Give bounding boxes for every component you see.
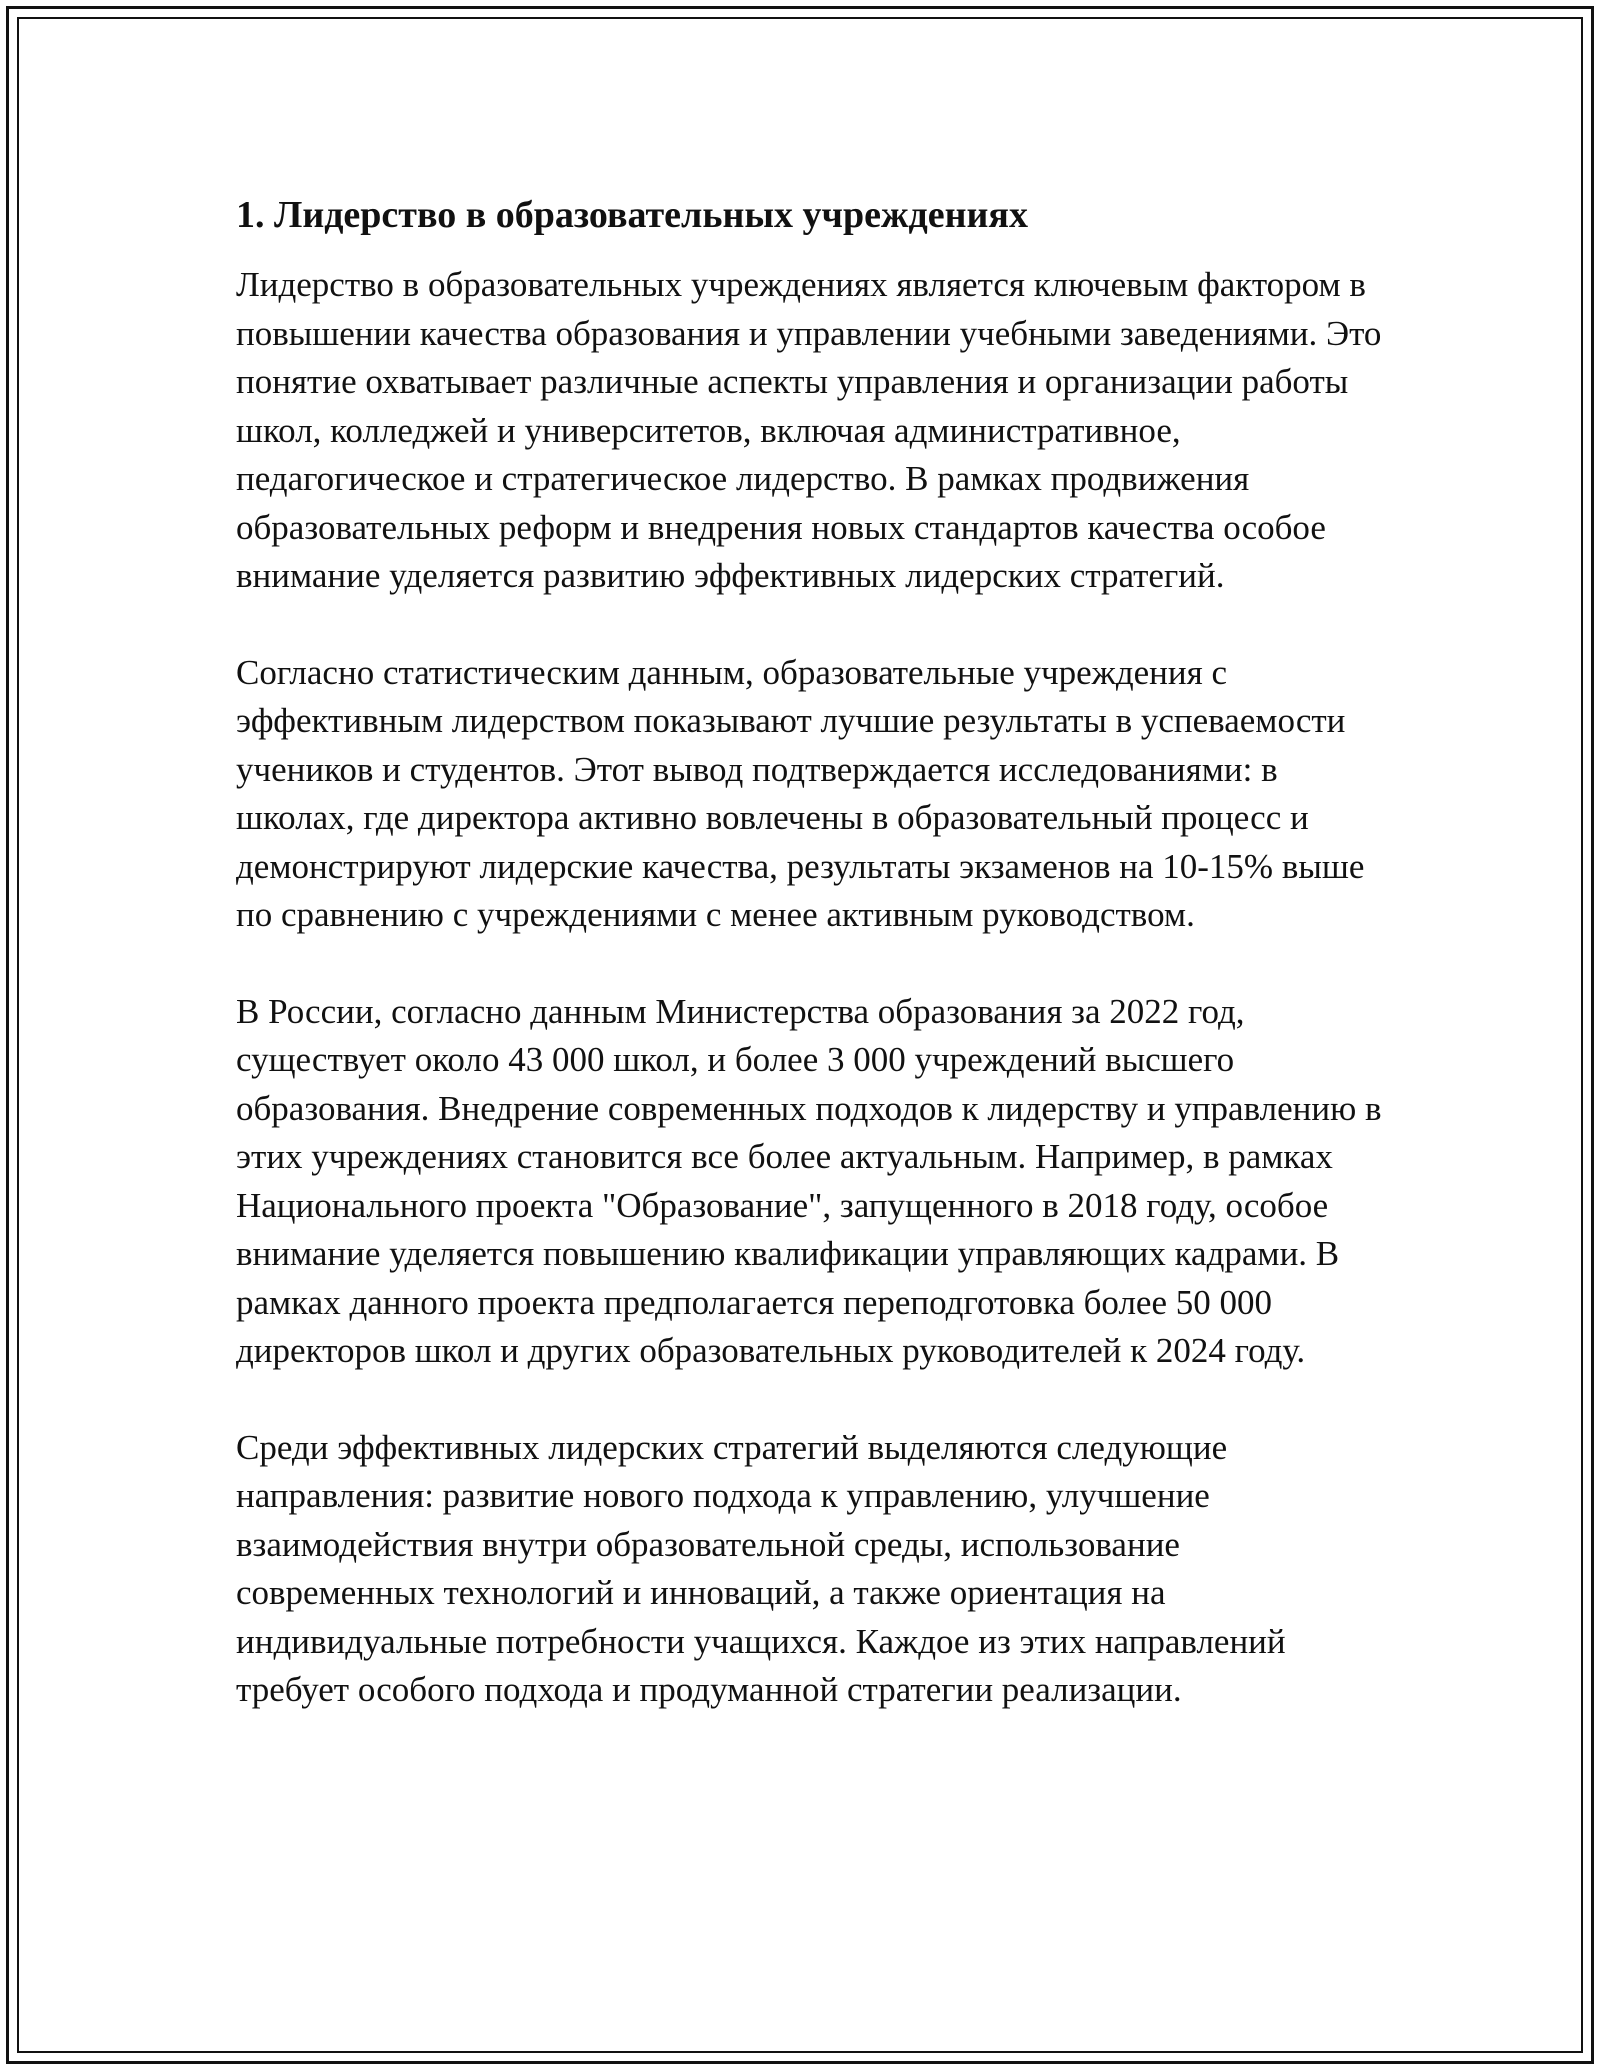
paragraph-russia-data: В России, согласно данным Министерства образования за 2022 год, существует около 43 000 школ, и более 3 000 учреждений высшего образования. Внедрение современных подходов к лидерству и управлению в этих учреждениях становится все более актуальным. Например, в рамках Национального проекта "Образование", запущенного в 2018 году, особое внимание уделяется повышению квалификации управляющих кадрами. В рамках данного проекта предполагается переподготовка более 50 000 директоров школ и других образовательных руководителей к 2024 году. <box>236 991 1382 1370</box>
paragraph-statistics: Согласно статистическим данным, образовательные учреждения с эффективным лидерством показывают лучшие результаты в успеваемости учеников и студентов. Этот вывод подтверждается исследованиями: в школах, где директора активно вовлечены в образовательный процесс и демонстрируют лидерские качества, результаты экзаменов на 10-15% выше по сравнению с учреждениями с менее активным руководством. <box>236 652 1365 934</box>
paragraph-leadership-intro: Лидерство в образовательных учреждениях является ключевым фактором в повышении качества образования и управлении учебными заведениями. Это понятие охватывает различные аспекты управления и организации работы школ, колледжей и университетов, включая административное, педагогическое и стратегическое лидерство. В рамках продвижения образовательных реформ и внедрения новых стандартов качества особое внимание уделяется развитию эффективных лидерских стратегий. <box>236 265 1382 595</box>
section-heading: 1. Лидерство в образовательных учреждениях <box>236 194 1028 236</box>
paragraph-strategies: Среди эффективных лидерских стратегий выделяются следующие направления: развитие нового подхода к управлению, улучшение взаимодействия внутри образовательной среды, использование современных технологий и инноваций, а также ориентация на индивидуальные потребности учащихся. Каждое из этих направлений требует особого подхода и продуманной стратегии реализации. <box>236 1427 1286 1709</box>
document-body <box>236 189 1386 1715</box>
